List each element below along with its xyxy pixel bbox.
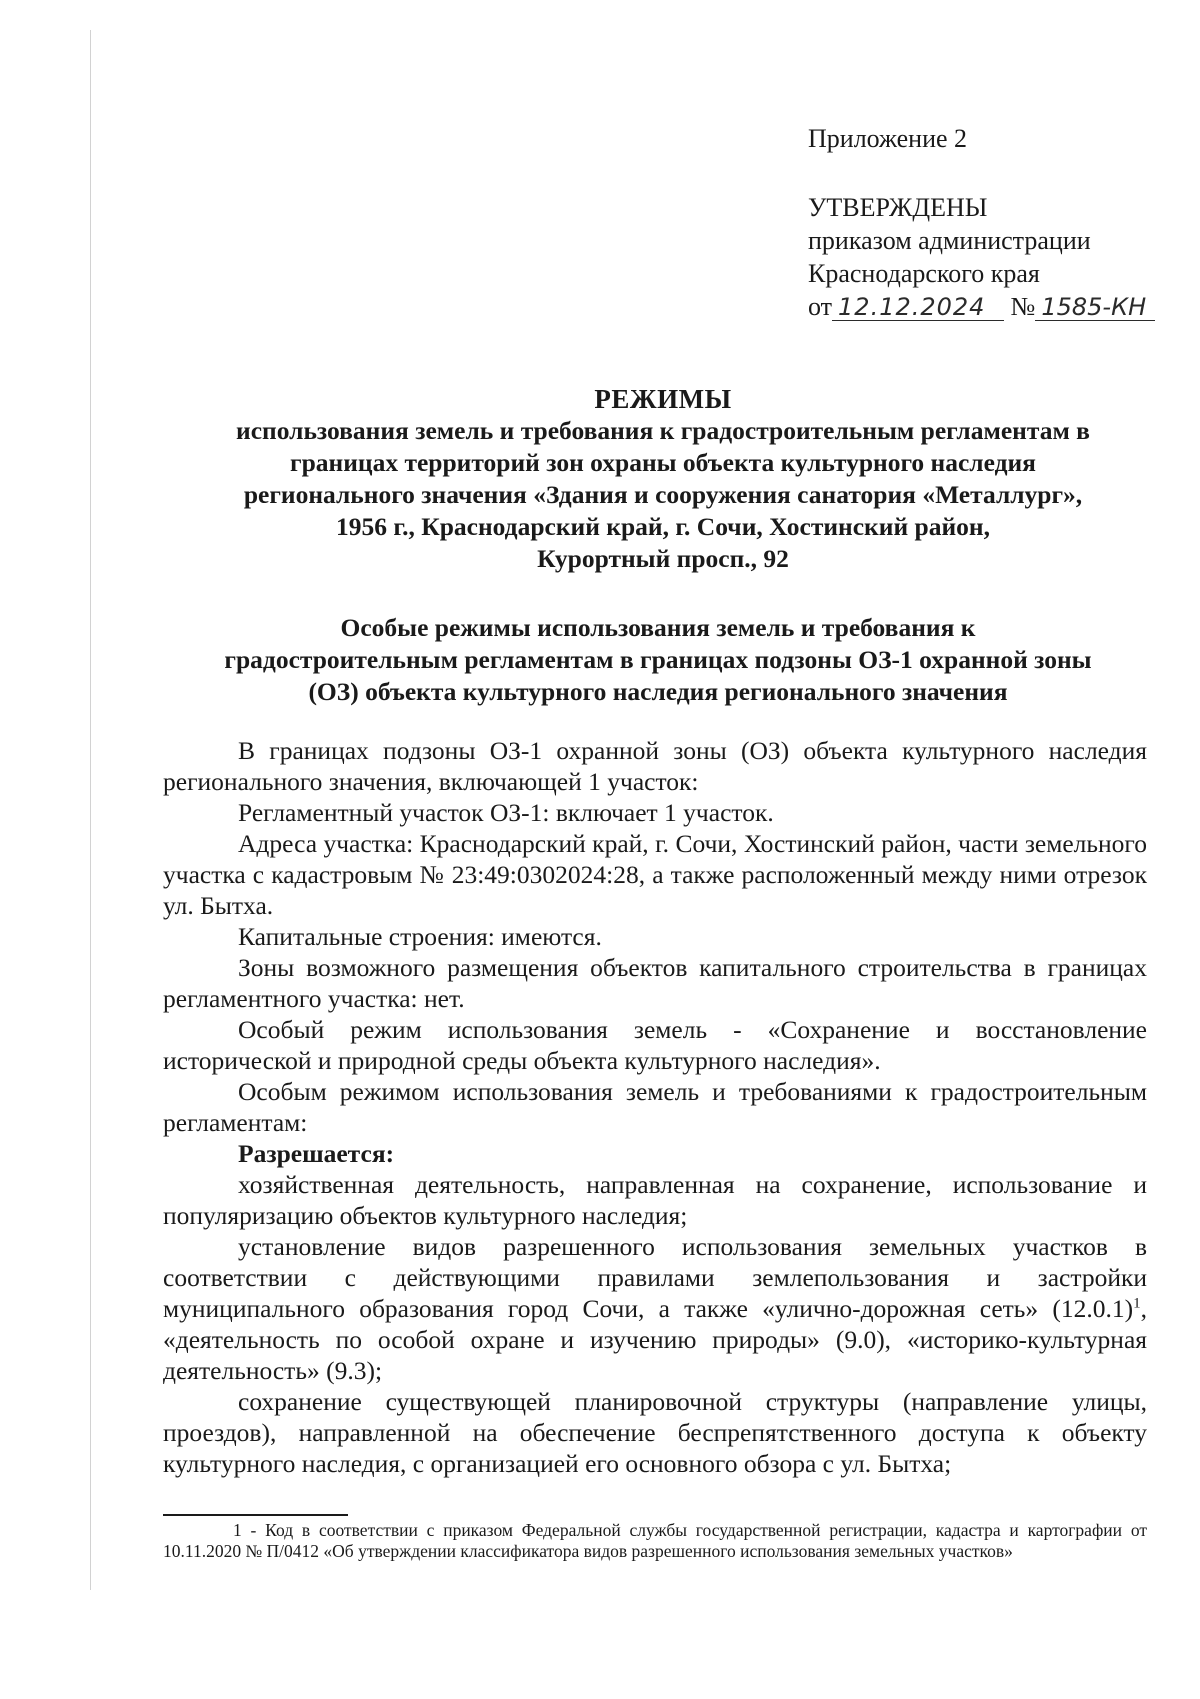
from-label: от — [808, 292, 833, 321]
paragraph: Капитальные строения: имеются. — [238, 922, 602, 951]
title-line: границах территорий зон охраны объекта культурного наследия — [290, 448, 1036, 477]
paragraph: Адреса участка: Краснодарский край, г. Сочи, Хостинский район, части земельного участка с кадастровым № 23:49:0302024:28, а также расположенный между ними отрезок ул. Бытха. — [163, 829, 1147, 920]
title-line: Курортный просп., 92 — [537, 544, 789, 573]
approval-line-1: приказом администрации — [808, 226, 1091, 255]
section-subtitle — [168, 612, 1148, 708]
paragraph: Регламентный участок ОЗ-1: включает 1 участок. — [238, 798, 774, 827]
appendix-label: Приложение 2 — [808, 124, 968, 153]
subtitle-line: Особые режимы использования земель и требования к — [340, 613, 976, 642]
paragraph: сохранение существующей планировочной структуры (направление улицы, проездов), направленной на обеспечение беспрепятственного доступа к объекту культурного наследия, с организацией его основного обзора с ул. Бытха; — [163, 1387, 1147, 1478]
permitted-heading: Разрешается: — [238, 1139, 395, 1168]
handwritten-number: 1585-КН — [1035, 294, 1155, 321]
paragraph-with-footnote — [163, 1231, 1147, 1386]
subtitle-line: градостроительным регламентам в границах подзоны ОЗ-1 охранной зоны — [224, 645, 1092, 674]
subtitle-line: (ОЗ) объекта культурного наследия регионального значения — [308, 677, 1008, 706]
paragraph-text: , «деятельность по особой охране и изучению природы» (9.0), «историко-культурная деятельность» (9.3); — [163, 1294, 1147, 1385]
body-text — [163, 735, 1147, 1479]
footnote-separator — [163, 1514, 348, 1516]
title-line: 1956 г., Краснодарский край, г. Сочи, Хостинский район, — [336, 512, 990, 541]
approved-label: УТВЕРЖДЕНЫ — [808, 193, 988, 222]
footnote-ref: 1 — [1133, 1295, 1141, 1312]
paragraph: В границах подзоны ОЗ-1 охранной зоны (ОЗ) объекта культурного наследия регионального значения, включающей 1 участок: — [163, 736, 1147, 796]
number-label: № — [1010, 292, 1036, 321]
title-line: использования земель и требования к градостроительным регламентам в — [236, 416, 1090, 445]
approval-line-2: Краснодарского края — [808, 259, 1040, 288]
approval-block — [808, 122, 1155, 323]
handwritten-date: 12.12.2024 — [832, 294, 1004, 321]
paragraph-text: установление видов разрешенного использования земельных участков в соответствии с действующими правилами землепользования и застройки муниципального образования город Сочи, а также «улично-дорожная сеть» (12.0.1) — [163, 1232, 1147, 1323]
document-title — [178, 383, 1148, 575]
title-line: регионального значения «Здания и сооружения санатория «Металлург», — [243, 480, 1083, 509]
main-title: РЕЖИМЫ — [594, 384, 732, 414]
paragraph: Особым режимом использования земель и требованиями к градостроительным регламентам: — [163, 1077, 1147, 1137]
order-line — [808, 290, 1155, 323]
paragraph: Зоны возможного размещения объектов капитального строительства в границах регламентного участка: нет. — [163, 953, 1147, 1013]
scan-edge-line — [90, 30, 91, 1590]
footnote: 1 - Код в соответствии с приказом Федеральной службы государственной регистрации, кадастра и картографии от 10.11.2020 № П/0412 «Об утверждении классификатора видов разрешенного использования земельных участков» — [163, 1520, 1147, 1561]
paragraph: Особый режим использования земель - «Сохранение и восстановление исторической и природной среды объекта культурного наследия». — [163, 1015, 1147, 1075]
paragraph: хозяйственная деятельность, направленная на сохранение, использование и популяризацию объектов культурного наследия; — [163, 1170, 1147, 1230]
